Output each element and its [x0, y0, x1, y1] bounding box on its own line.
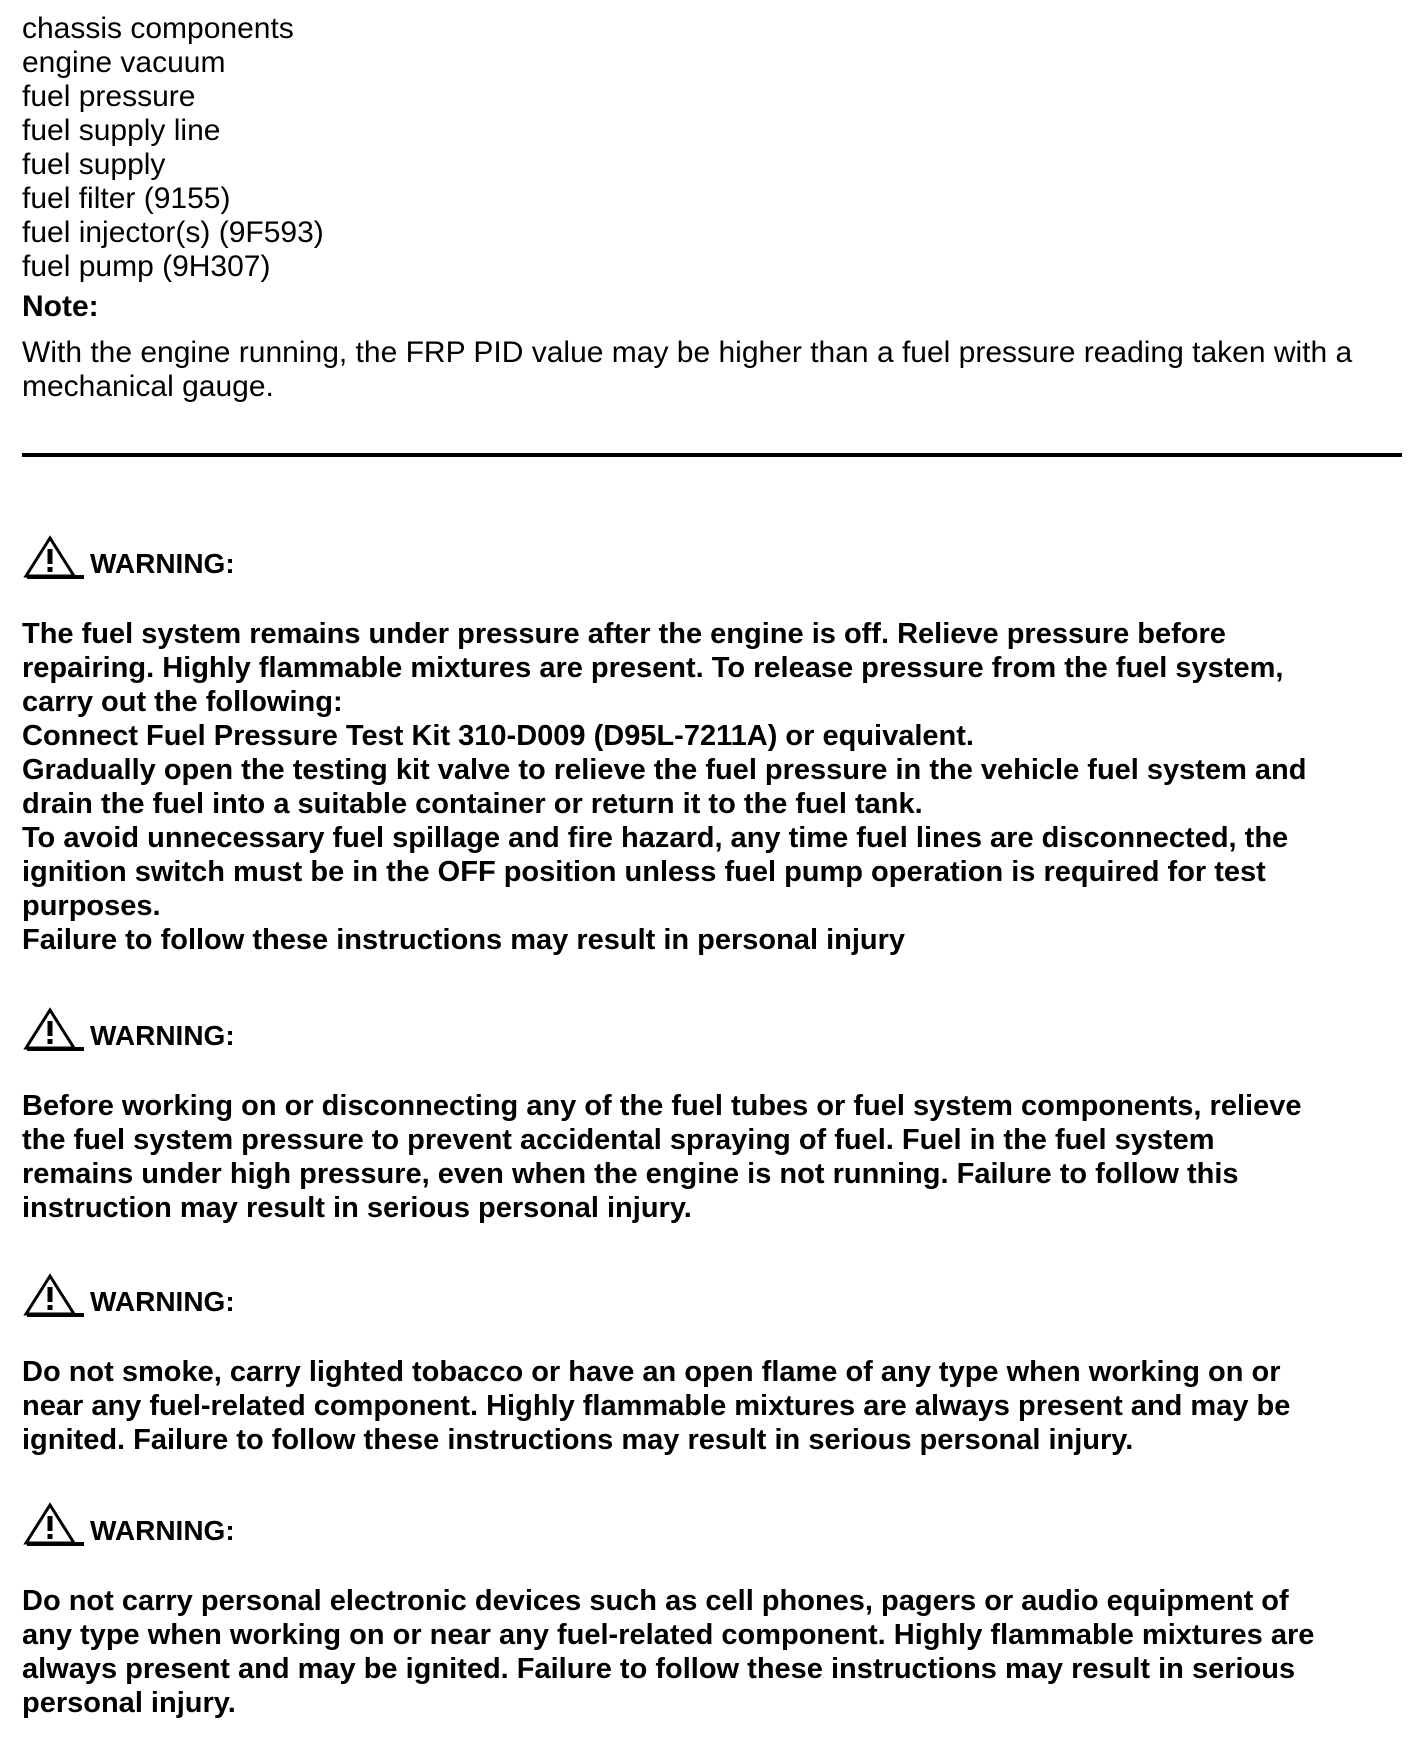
warning-line: the fuel system pressure to prevent accidental spraying of fuel. Fuel in the fuel system [22, 1124, 1215, 1156]
warning-line: ignited. Failure to follow these instructions may result in serious personal injury. [22, 1424, 1134, 1456]
warning-line: Do not carry personal electronic devices such as cell phones, pagers or audio equipment of [22, 1585, 1289, 1617]
list-item: fuel filter (9155) [22, 182, 231, 215]
warning-label: WARNING: [90, 1515, 235, 1546]
warning-header [22, 535, 1392, 581]
warning-line: near any fuel-related component. Highly flammable mixtures are always present and may be [22, 1390, 1291, 1422]
warning-line: any type when working on or near any fuel-related component. Highly flammable mixtures are [22, 1619, 1315, 1651]
warning-label: WARNING: [90, 1286, 235, 1317]
warning-text [22, 617, 1392, 957]
warning-label: WARNING: [90, 1020, 235, 1051]
warning-line: drain the fuel into a suitable container or return it to the fuel tank. [22, 788, 923, 820]
warning-line: Connect Fuel Pressure Test Kit 310-D009 (D95L-7211A) or equivalent. [22, 720, 974, 752]
warning-line: repairing. Highly flammable mixtures are present. To release pressure from the fuel system, [22, 652, 1284, 684]
list-item: fuel pressure [22, 80, 196, 113]
warning-block [22, 1007, 1392, 1225]
list-item: fuel supply [22, 148, 166, 181]
warning-block [22, 1502, 1392, 1720]
section-divider [22, 453, 1402, 457]
warning-triangle-icon [22, 535, 86, 581]
warning-line: always present and may be ignited. Failure to follow these instructions may result in serious [22, 1653, 1296, 1685]
warning-triangle-icon [22, 1273, 86, 1319]
list-item: engine vacuum [22, 46, 226, 79]
warning-line: Gradually open the testing kit valve to relieve the fuel pressure in the vehicle fuel system and [22, 754, 1307, 786]
warning-block [22, 535, 1392, 957]
warning-line: To avoid unnecessary fuel spillage and fire hazard, any time fuel lines are disconnected, the [22, 822, 1289, 854]
warning-line: Failure to follow these instructions may result in personal injury [22, 924, 906, 956]
list-item: chassis components [22, 12, 294, 45]
warning-line: ignition switch must be in the OFF position unless fuel pump operation is required for test [22, 856, 1266, 888]
warning-line: The fuel system remains under pressure after the engine is off. Relieve pressure before [22, 618, 1226, 650]
warning-line: Do not smoke, carry lighted tobacco or have an open flame of any type when working on or [22, 1356, 1281, 1388]
warning-line: remains under high pressure, even when the engine is not running. Failure to follow this [22, 1158, 1239, 1190]
warning-triangle-icon [22, 1007, 86, 1053]
warning-text [22, 1355, 1392, 1457]
warning-text [22, 1089, 1392, 1225]
note-label: Note: [22, 290, 99, 323]
warning-line: instruction may result in serious personal injury. [22, 1192, 692, 1224]
warning-line: Before working on or disconnecting any of the fuel tubes or fuel system components, relieve [22, 1090, 1302, 1122]
list-item: fuel injector(s) (9F593) [22, 216, 324, 249]
document-page [22, 12, 1392, 404]
warning-block [22, 1273, 1392, 1457]
warning-header [22, 1273, 1392, 1319]
note-text: With the engine running, the FRP PID value may be higher than a fuel pressure reading taken with a mechanical gauge. [22, 336, 1353, 403]
components-list [22, 12, 1392, 284]
list-item: fuel supply line [22, 114, 221, 147]
warning-text [22, 1584, 1392, 1720]
warning-line: purposes. [22, 890, 161, 922]
warning-header [22, 1502, 1392, 1548]
warning-label: WARNING: [90, 548, 235, 579]
warning-header [22, 1007, 1392, 1053]
warning-line: personal injury. [22, 1687, 236, 1719]
list-item: fuel pump (9H307) [22, 250, 271, 283]
warning-triangle-icon [22, 1502, 86, 1548]
warning-line: carry out the following: [22, 686, 343, 718]
